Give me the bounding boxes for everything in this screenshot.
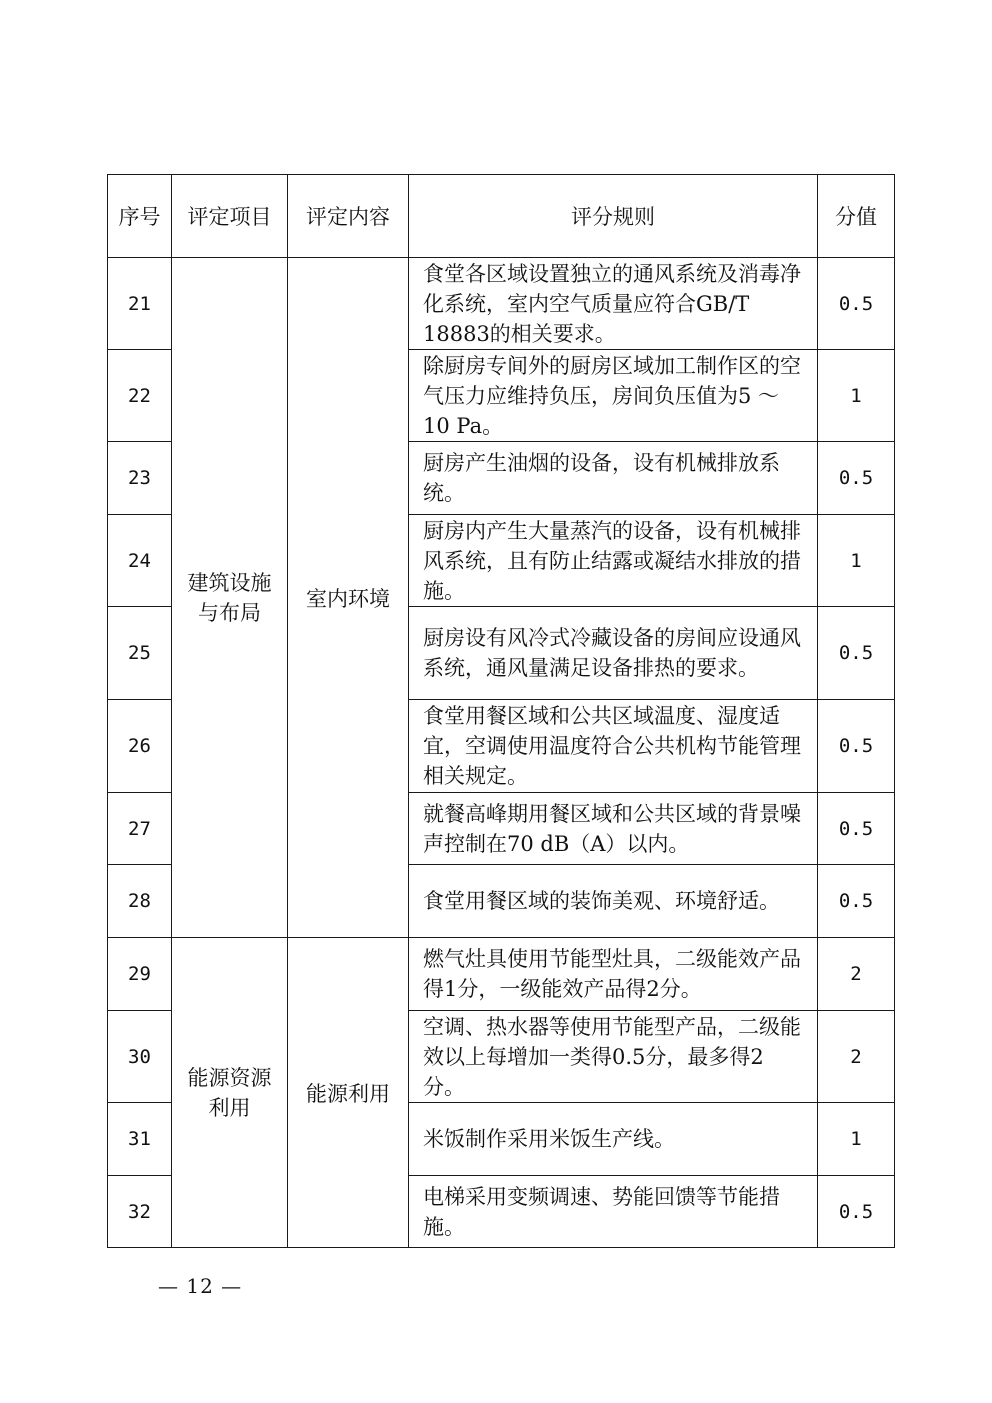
evaluation-item-cell — [172, 258, 288, 938]
row-number: 24 — [108, 515, 172, 607]
table-row — [108, 938, 895, 1011]
score-value: 2 — [818, 938, 895, 1011]
row-number: 21 — [108, 258, 172, 350]
score-value: 0.5 — [818, 442, 895, 515]
evaluation-item-text: 建筑设施与布局 — [187, 570, 272, 625]
header-evaluation-item: 评定项目 — [172, 175, 288, 258]
scoring-rule: 厨房设有风冷式冷藏设备的房间应设通风系统，通风量满足设备排热的要求。 — [409, 607, 818, 700]
header-scoring-rules: 评分规则 — [409, 175, 818, 258]
row-number: 29 — [108, 938, 172, 1011]
score-value: 0.5 — [818, 1176, 895, 1248]
scoring-rule: 厨房内产生大量蒸汽的设备，设有机械排风系统，且有防止结露或凝结水排放的措施。 — [409, 515, 818, 607]
evaluation-content-cell: 室内环境 — [288, 258, 409, 938]
scoring-rule: 食堂用餐区域和公共区域温度、湿度适宜，空调使用温度符合公共机构节能管理相关规定。 — [409, 700, 818, 793]
header-serial-number: 序号 — [108, 175, 172, 258]
scoring-table — [107, 174, 895, 1248]
row-number: 32 — [108, 1176, 172, 1248]
scoring-rule: 除厨房专间外的厨房区域加工制作区的空气压力应维持负压，房间负压值为5 ～10 Pa。 — [409, 350, 818, 442]
score-value: 2 — [818, 1011, 895, 1103]
scoring-rule: 厨房产生油烟的设备，设有机械排放系统。 — [409, 442, 818, 515]
score-value: 0.5 — [818, 793, 895, 865]
table-row — [108, 258, 895, 350]
row-number: 28 — [108, 865, 172, 938]
evaluation-item-cell — [172, 938, 288, 1248]
row-number: 22 — [108, 350, 172, 442]
scoring-rule: 燃气灶具使用节能型灶具，二级能效产品得1分，一级能效产品得2分。 — [409, 938, 818, 1011]
row-number: 25 — [108, 607, 172, 700]
page-number: — 12 — — [158, 1274, 243, 1298]
header-evaluation-content: 评定内容 — [288, 175, 409, 258]
score-value: 1 — [818, 1103, 895, 1176]
row-number: 27 — [108, 793, 172, 865]
scoring-rule: 米饭制作采用米饭生产线。 — [409, 1103, 818, 1176]
score-value: 1 — [818, 350, 895, 442]
table-header-row — [108, 175, 895, 258]
scoring-rule: 就餐高峰期用餐区域和公共区域的背景噪声控制在70 dB（A）以内。 — [409, 793, 818, 865]
row-number: 26 — [108, 700, 172, 793]
score-value: 0.5 — [818, 700, 895, 793]
scoring-rule: 空调、热水器等使用节能型产品，二级能效以上每增加一类得0.5分，最多得2分。 — [409, 1011, 818, 1103]
scoring-rule: 食堂用餐区域的装饰美观、环境舒适。 — [409, 865, 818, 938]
header-score: 分值 — [818, 175, 895, 258]
score-value: 1 — [818, 515, 895, 607]
scoring-rule: 食堂各区域设置独立的通风系统及消毒净化系统，室内空气质量应符合GB/T 18883的相关要求。 — [409, 258, 818, 350]
evaluation-content-cell: 能源利用 — [288, 938, 409, 1248]
evaluation-item-text: 能源资源利用 — [187, 1065, 272, 1120]
scoring-rule: 电梯采用变频调速、势能回馈等节能措施。 — [409, 1176, 818, 1248]
score-value: 0.5 — [818, 865, 895, 938]
row-number: 31 — [108, 1103, 172, 1176]
score-value: 0.5 — [818, 607, 895, 700]
row-number: 30 — [108, 1011, 172, 1103]
score-value: 0.5 — [818, 258, 895, 350]
row-number: 23 — [108, 442, 172, 515]
